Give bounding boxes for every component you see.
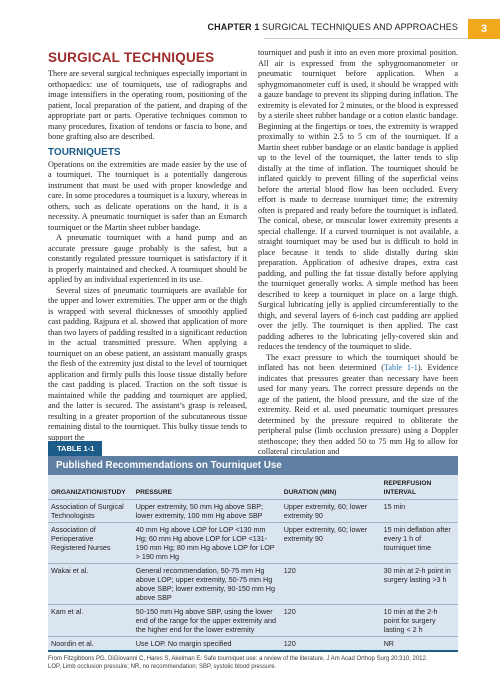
right-column: [258, 48, 458, 458]
table-title: Published Recommendations on Tourniquet Use: [48, 456, 458, 475]
paragraph: The exact pressure to which the tourniquet should be inflated has not been determined (Table 1-1). Evidence indicates that pressures greater than necessary have been used for many years. The correct pressure depends on the age of the patient, the blood pressure, and the size of the extremity. Reid et al. used pneumatic tourniquet pressures determined by the pressure required to obliterate the peripheral pulse (limb occlusion pressure) using a Doppler stethoscope; they then added 50 to 75 mm Hg to allow for collateral circulation and: [258, 352, 458, 456]
table-cell: Upper extremity, 60; lower extremity 90: [281, 523, 381, 564]
left-column: [48, 48, 247, 443]
table-source-note: From Fitzgibbons PG, DiGiovanni C, Hares S, Akelman E: Safe tourniquet use: a review of the literature, J Am Acad Orthop Surg 20:310, 2012.: [48, 656, 428, 662]
table-cell: NR: [381, 637, 458, 652]
table-cell: Noordin et al.: [48, 637, 133, 652]
table-cell: 50-150 mm Hg above SBP, using the lower end of the range for the upper extremity and the higher end for the lower extremity: [133, 605, 281, 637]
page-number: 3: [468, 19, 500, 39]
header-rule: [264, 38, 468, 39]
chapter-title: CHAPTER 1 SURGICAL TECHNIQUES AND APPROACHES: [207, 22, 458, 32]
section-heading: SURGICAL TECHNIQUES: [48, 50, 215, 65]
table-cell: Upper extremity, 50 mm Hg above SBP; lower extremity, 100 mm Hg above SBP: [133, 500, 281, 523]
table-cell: 120: [281, 605, 381, 637]
table-header-row: [48, 475, 458, 500]
table-cell: 15 min deflation after every 1 h of tourniquet time: [381, 523, 458, 564]
paragraph: Several sizes of pneumatic tourniquets are available for the upper and lower extremities. The upper arm or the thigh is wrapped with several thicknesses of smoothly applied cast padding. Rajpura et al. showed that application of more than two layers of padding resulted in a significant reduction in the actual transmitted pressure. When applying a tourniquet on an obese patient, an assistant manually grasps the flesh of the extremity just distal to the level of tourniquet application and firmly pulls this loose tissue distally before the cast padding is placed. Traction on the soft tissue is maintained while the padding and tourniquet are applied, and the latter is secured. The assistant’s grasp is released, resulting in a greater proportion of the subcutaneous tissue remaining distal to the tourniquet. This bulky tissue tends to support the: [48, 285, 247, 442]
table-cell: Use LOP. No margin specified: [133, 637, 281, 652]
table-cell: 120: [281, 637, 381, 652]
table-1-1: [48, 438, 458, 671]
table-label: TABLE 1-1: [48, 441, 102, 456]
table-cell: 30 min at 2-h point in surgery lasting >3 h: [381, 564, 458, 605]
paragraph: A pneumatic tourniquet with a hand pump and an accurate pressure gauge probably is the safest, but a constantly regulated pressure tourniquet is satisfactory if it is properly maintained and checked. A tourniquet should be applied by an individual experienced in its use.: [48, 233, 247, 284]
table-cell: Association of Perioperative Registered Nurses: [48, 523, 133, 564]
table-cell: 40 mm Hg above LOP for LOP <130 mm Hg; 60 mm Hg above LOP for LOP <131-190 mm Hg; 80 mm Hg above LOP for LOP > 190 mm Hg: [133, 523, 281, 564]
column-header: REPERFUSION INTERVAL: [381, 475, 458, 500]
column-header: ORGANIZATION/STUDY: [48, 475, 133, 500]
table-cell: Kam et al.: [48, 605, 133, 637]
paragraph: tourniquet and push it into an even more proximal position. All air is expressed from the sphygmomanometer or pneumatic tourniquet before application. When a sphygmomanometer cuff is used, it should be wrapped with a gauze bandage to prevent its slipping during inflation. The extremity is elevated for 2 minutes, or the blood is expressed by a sterile sheet rubber bandage or a cotton elastic bandage. Beginning at the fingertips or toes, the extremity is wrapped proximally to within 2.5 to 5 cm of the tourniquet. If a Martin sheet rubber bandage or an elastic bandage is applied up to the level of the tourniquet, the latter tends to slip distally at the time of inflation. The tourniquet should be inflated quickly to prevent filling of the superficial veins before the arterial blood flow has been occluded. Every effort is made to decrease tourniquet time; the extremity often is prepared and ready before the tourniquet is inflated. The conical, obese, or muscular lower extremity presents a special challenge. If a curved tourniquet is not available, a straight tourniquet may be used but is difficult to hold in place because it tends to slide distally during skin preparation. Application of adhesive drapes, extra cast padding, and pulling the fat tissue distally before applying the tourniquet generally works. A simple method has been described to keep a tourniquet in place on a large thigh. Surgical lubricating jelly is applied circumferentially to the thigh, and several layers of 6-inch cast padding are applied over the jelly. The tourniquet is then applied. The cast padding adheres to the lubricating jelly-covered skin and reduces the tendency of the tourniquet to slide.: [258, 48, 458, 351]
table-row: [48, 500, 458, 523]
table-cell: General recommendation, 50-75 mm Hg above LOP; upper extremity, 50-75 mm Hg above SBP; lower extremity, 90-150 mm Hg above SBP: [133, 564, 281, 605]
table-cell: Upper extremity, 60; lower extremity 90: [281, 500, 381, 523]
table-row: [48, 523, 458, 564]
column-header: DURATION (MIN): [281, 475, 381, 500]
table-row: [48, 564, 458, 605]
table-cell: 15 min: [381, 500, 458, 523]
table-row: [48, 605, 458, 637]
table-cell: Wakai et al.: [48, 564, 133, 605]
table-cell: 10 min at the 2-h point for surgery lasting < 2 h: [381, 605, 458, 637]
subsection-heading: TOURNIQUETS: [48, 146, 121, 158]
table-reference-link[interactable]: Table 1-1: [383, 363, 418, 372]
table-cell: 120: [281, 564, 381, 605]
column-header: PRESSURE: [133, 475, 281, 500]
intro-paragraph: There are several surgical techniques especially important in orthopaedics: use of tourniquets, use of radiographs and image intensifiers in the operating room, positioning of the patient, local preparation of the patient, and draping of the appropriate part or parts. Operative techniques common to many procedures, fixation of tendons or fascia to bone, and bone grafting also are described.: [48, 69, 247, 141]
table-abbreviations-note: LOP, Limb occlusion pressure; NR, no recommendation; SBP, systolic blood pressure.: [48, 664, 277, 670]
running-head: [0, 19, 500, 39]
table-row: [48, 637, 458, 652]
table-cell: Association of Surgical Technologists: [48, 500, 133, 523]
paragraph: Operations on the extremities are made easier by the use of a tourniquet. The tourniquet is a potentially dangerous instrument that must be used with proper knowledge and care. In some procedures a tourniquet is a luxury, whereas in others, such as delicate operations on the hand, it is a necessity. A pneumatic tourniquet is safer than an Esmarch tourniquet or the Martin sheet rubber bandage.: [48, 159, 247, 232]
recommendations-table: [48, 475, 458, 652]
